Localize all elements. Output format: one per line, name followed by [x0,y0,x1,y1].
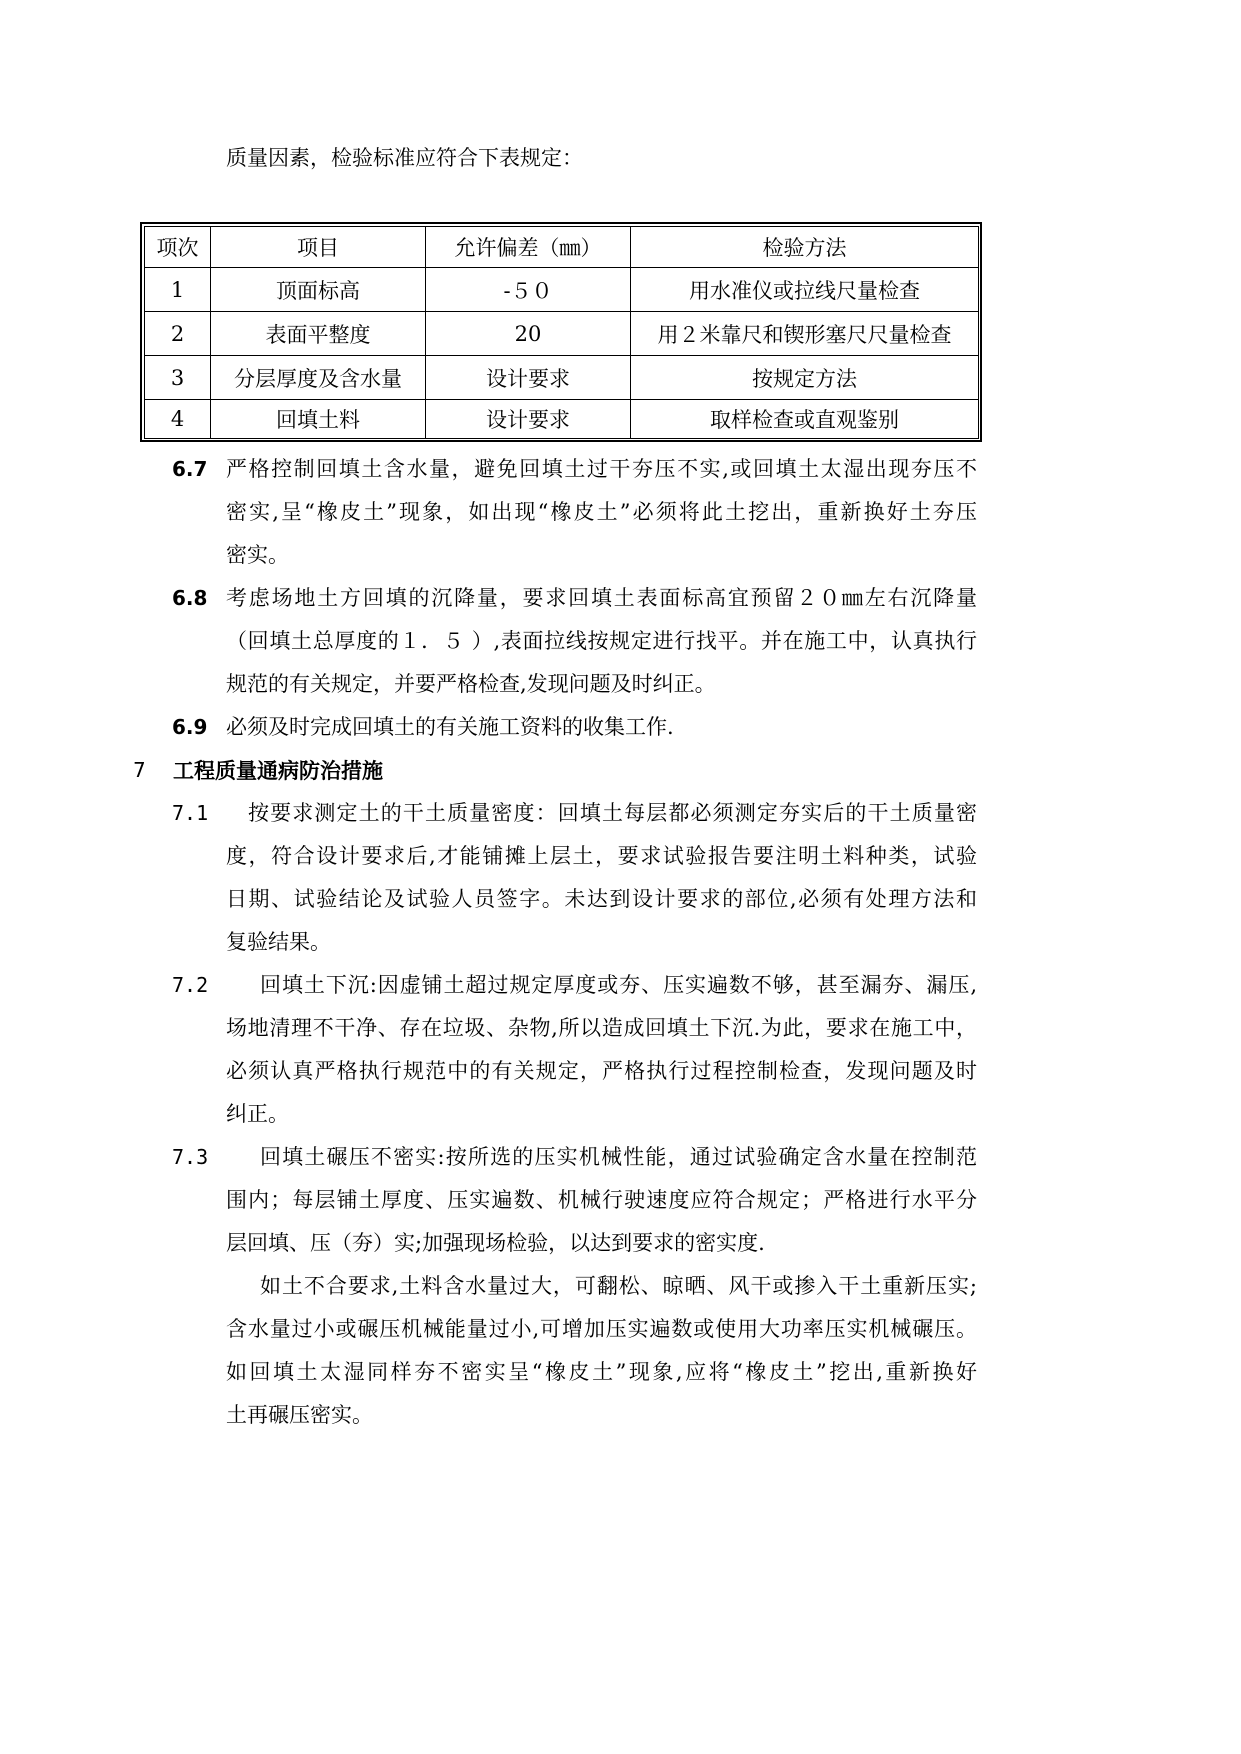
table-header-row [145,227,979,268]
table-row [145,356,979,400]
clause-7-3 [0,1136,1241,1265]
table-cell: 设计要求 [426,356,631,400]
clause-number: 7.2 [172,973,209,997]
paragraph-line: 场地清理不干净、存在垃圾、杂物,所以造成回填土下沉.为此，要求在施工中， [226,1016,977,1040]
table-cell: 设计要求 [426,400,631,439]
table-cell: 2 [145,312,211,356]
line-text: 严格控制回填土含水量，避免回填土过干夯压不实,或回填土太湿出现夯压不 [226,457,977,481]
table-cell: -５０ [426,268,631,312]
table-cell: 20 [426,312,631,356]
paragraph-line: 层回填、压（夯）实;加强现场检验，以达到要求的密实度. [226,1231,765,1255]
section-title: 工程质量通病防治措施 [173,758,383,783]
table-row [145,268,979,312]
clause-6-8 [0,577,1241,706]
table-header-cell: 项次 [145,227,211,268]
paragraph-line: 土再碾压密实。 [226,1403,373,1427]
intro-line: 质量因素，检验标准应符合下表规定： [226,146,583,170]
paragraph-line: 密实。 [226,543,289,567]
paragraph-line: 日期、试验结论及试验人员签字。未达到设计要求的部位,必须有处理方法和 [226,887,977,911]
clause-6-7 [0,448,1241,577]
table-header-cell: 项目 [211,227,426,268]
paragraph-line: 纠正。 [226,1102,289,1126]
section-number: 7 [133,758,146,782]
table-cell: 用水准仪或拉线尺量检查 [631,268,979,312]
inspection-standard-table [140,222,982,442]
paragraph-line: 如土不合要求,土料含水量过大，可翻松、晾晒、风干或掺入干土重新压实; [260,1274,977,1298]
paragraph-line [172,448,977,491]
paragraph-line [172,706,977,749]
paragraph-line [172,577,977,620]
table-cell: 回填土料 [211,400,426,439]
paragraph-line: 含水量过小或碾压机械能量过小,可增加压实遍数或使用大功率压实机械碾压。 [226,1317,977,1341]
table-cell: 按规定方法 [631,356,979,400]
table-cell: 4 [145,400,211,439]
section-heading [0,749,1241,792]
paragraph-line: 规范的有关规定，并要严格检查,发现问题及时纠正。 [226,672,716,696]
table-cell: 用２米靠尺和锲形塞尺尺量检查 [631,312,979,356]
line-text: 必须及时完成回填土的有关施工资料的收集工作. [226,715,674,739]
clause-number: 6.9 [172,715,208,739]
clause-number: 7.1 [172,801,209,825]
clause-6-9 [0,706,1241,749]
table-cell: 取样检查或直观鉴别 [631,400,979,439]
clause-7-1 [0,792,1241,964]
paragraph-line: 复验结果。 [226,930,331,954]
paragraph-line [172,1136,977,1179]
paragraph-line: 必须认真严格执行规范中的有关规定，严格执行过程控制检查，发现问题及时 [226,1059,977,1083]
document-body [0,448,1241,1437]
paragraph-line: 如回填土太湿同样夯不密实呈“橡皮土”现象,应将“橡皮土”挖出,重新换好 [226,1360,977,1384]
paragraph-line [172,964,977,1007]
clause-number: 7.3 [172,1145,209,1169]
table-cell: 顶面标高 [211,268,426,312]
paragraph-line: 密实,呈“橡皮土”现象，如出现“橡皮土”必须将此土挖出，重新换好土夯压 [226,500,977,524]
line-text: 考虑场地土方回填的沉降量，要求回填土表面标高宜预留２０㎜左右沉降量 [226,586,977,610]
paragraph-line [172,792,977,835]
table-row [145,312,979,356]
table-header-cell: 检验方法 [631,227,979,268]
line-text: 回填土碾压不密实:按所选的压实机械性能，通过试验确定含水量在控制范 [260,1145,977,1169]
table-cell: 表面平整度 [211,312,426,356]
clause-number: 6.7 [172,457,208,481]
table-cell: 分层厚度及含水量 [211,356,426,400]
paragraph-line: 度，符合设计要求后,才能铺摊上层土，要求试验报告要注明土料种类，试验 [226,844,977,868]
table-row [145,400,979,439]
clause-number: 6.8 [172,586,208,610]
table-header-cell: 允许偏差（㎜） [426,227,631,268]
table-cell: 3 [145,356,211,400]
inspection-table-grid [144,226,979,439]
table-cell: 1 [145,268,211,312]
paragraph-line: （回填土总厚度的１．５ ）,表面拉线按规定进行找平。并在施工中，认真执行 [226,629,977,653]
paragraph-line: 围内；每层铺土厚度、压实遍数、机械行驶速度应符合规定；严格进行水平分 [226,1188,977,1212]
line-text: 回填土下沉:因虚铺土超过规定厚度或夯、压实遍数不够，甚至漏夯、漏压, [260,973,977,997]
line-text: 按要求测定土的干土质量密度：回填土每层都必须测定夯实后的干土质量密 [248,801,977,825]
remedy-paragraph [0,1265,1241,1437]
clause-7-2 [0,964,1241,1136]
